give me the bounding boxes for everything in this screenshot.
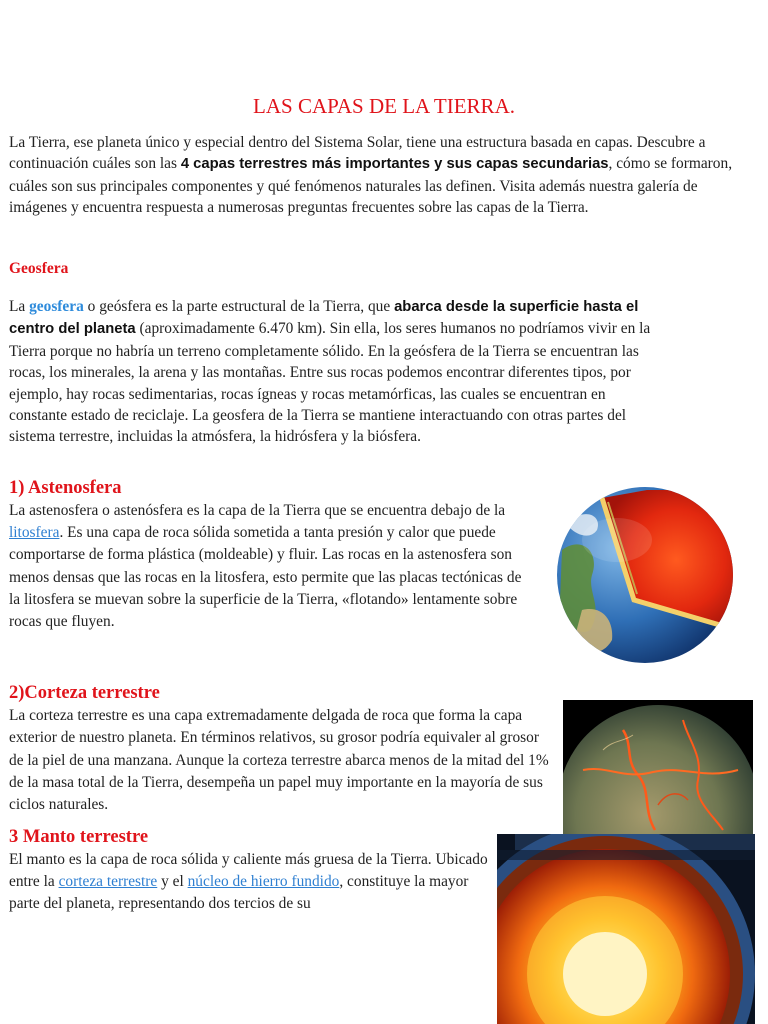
geosfera-paragraph <box>9 296 665 448</box>
page-title: LAS CAPAS DE LA TIERRA. <box>253 94 515 118</box>
manto-paragraph <box>9 849 491 916</box>
geosfera-text-3: (aproximadamente 6.470 km). Sin ella, los seres humanos no podríamos vivir en la Tierra porque no habría un terreno completamente sólido. En la geósfera de la Tierra se encuentran las rocas, los minerales, la arena y las montañas. Entre sus rocas podemos encontrar diferentes tipos, por ejemplo, hay rocas sedimentarias, rocas ígneas y rocas metamórficas, las cuales se encuentran en constante estado de reciclaje. La geosfera de la Tierra se mantiene interactuando con otras partes del sistema terrestre, incluidas la atmósfera, la hidrósfera y la biósfera. <box>9 320 651 446</box>
earth-cutaway-image <box>542 480 752 670</box>
geosfera-bold: abarca desde la superficie hasta el centro del planeta <box>9 299 639 338</box>
intro-bold: 4 capas terrestres más importantes y sus capas secundarias <box>180 156 609 173</box>
geosfera-heading: Geosfera <box>9 260 69 277</box>
manto-text-1: El manto es la capa de roca sólida y caliente más gruesa de la Tierra. Ubicado entre la <box>9 851 488 891</box>
astenosfera-text-1: La astenosfera o astenósfera es la capa de la Tierra que se encuentra debajo de la <box>9 502 506 519</box>
manto-heading: 3 Manto terrestre <box>9 827 149 847</box>
corteza-terrestre-link[interactable]: corteza terrestre <box>58 873 158 891</box>
astenosfera-paragraph <box>9 500 535 633</box>
intro-text-2: , cómo se formaron, cuáles son sus principales componentes y qué fenómenos naturales las definen. Visita además nuestra galería de imágenes y encuentra respuesta a numerosas preguntas frecuentes sobre las capas de la Tierra. <box>9 155 733 217</box>
manto-text-2: y el <box>157 873 188 891</box>
litosfera-link[interactable]: litosfera <box>9 524 60 542</box>
nucleo-hierro-link[interactable]: núcleo de hierro fundido <box>187 873 340 891</box>
manto-text-3: , constituye la mayor parte del planeta, representando dos tercios de su <box>9 873 469 913</box>
astenosfera-heading: 1) Astenosfera <box>9 478 122 498</box>
earth-core-image <box>497 834 755 1024</box>
geosfera-text-1: La <box>9 298 30 315</box>
intro-paragraph <box>9 132 757 219</box>
earth-plates-image <box>563 700 753 835</box>
astenosfera-text-2: . Es una capa de roca sólida sometida a tanta presión y calor que puede comportarse de forma plástica (moldeable) y fluir. Las rocas en la astenosfera son menos densas que las rocas en la litosfera, esto permite que las placas tectónicas de la litosfera se muevan sobre la superficie de la Tierra, «flotando» lentamente sobre rocas que fluyen. <box>9 524 522 631</box>
geosfera-text-2: o geósfera es la parte estructural de la Tierra, que <box>83 298 395 315</box>
geosfera-term: geosfera <box>29 298 84 315</box>
intro-text-1: La Tierra, ese planeta único y especial dentro del Sistema Solar, tiene una estructura basada en capas. Descubre a continuación cuáles son las <box>9 134 706 173</box>
corteza-paragraph: La corteza terrestre es una capa extremadamente delgada de roca que forma la capa exterior de nuestro planeta. En términos relativos, su grosor podría equivaler al grosor de la piel de una manzana. Aunque la corteza terrestre abarca menos de la mitad del 1% de la masa total de la Tierra, desempeña un papel muy importante en la mayoría de sus ciclos naturales. <box>9 707 549 814</box>
corteza-heading: 2)Corteza terrestre <box>9 683 160 703</box>
